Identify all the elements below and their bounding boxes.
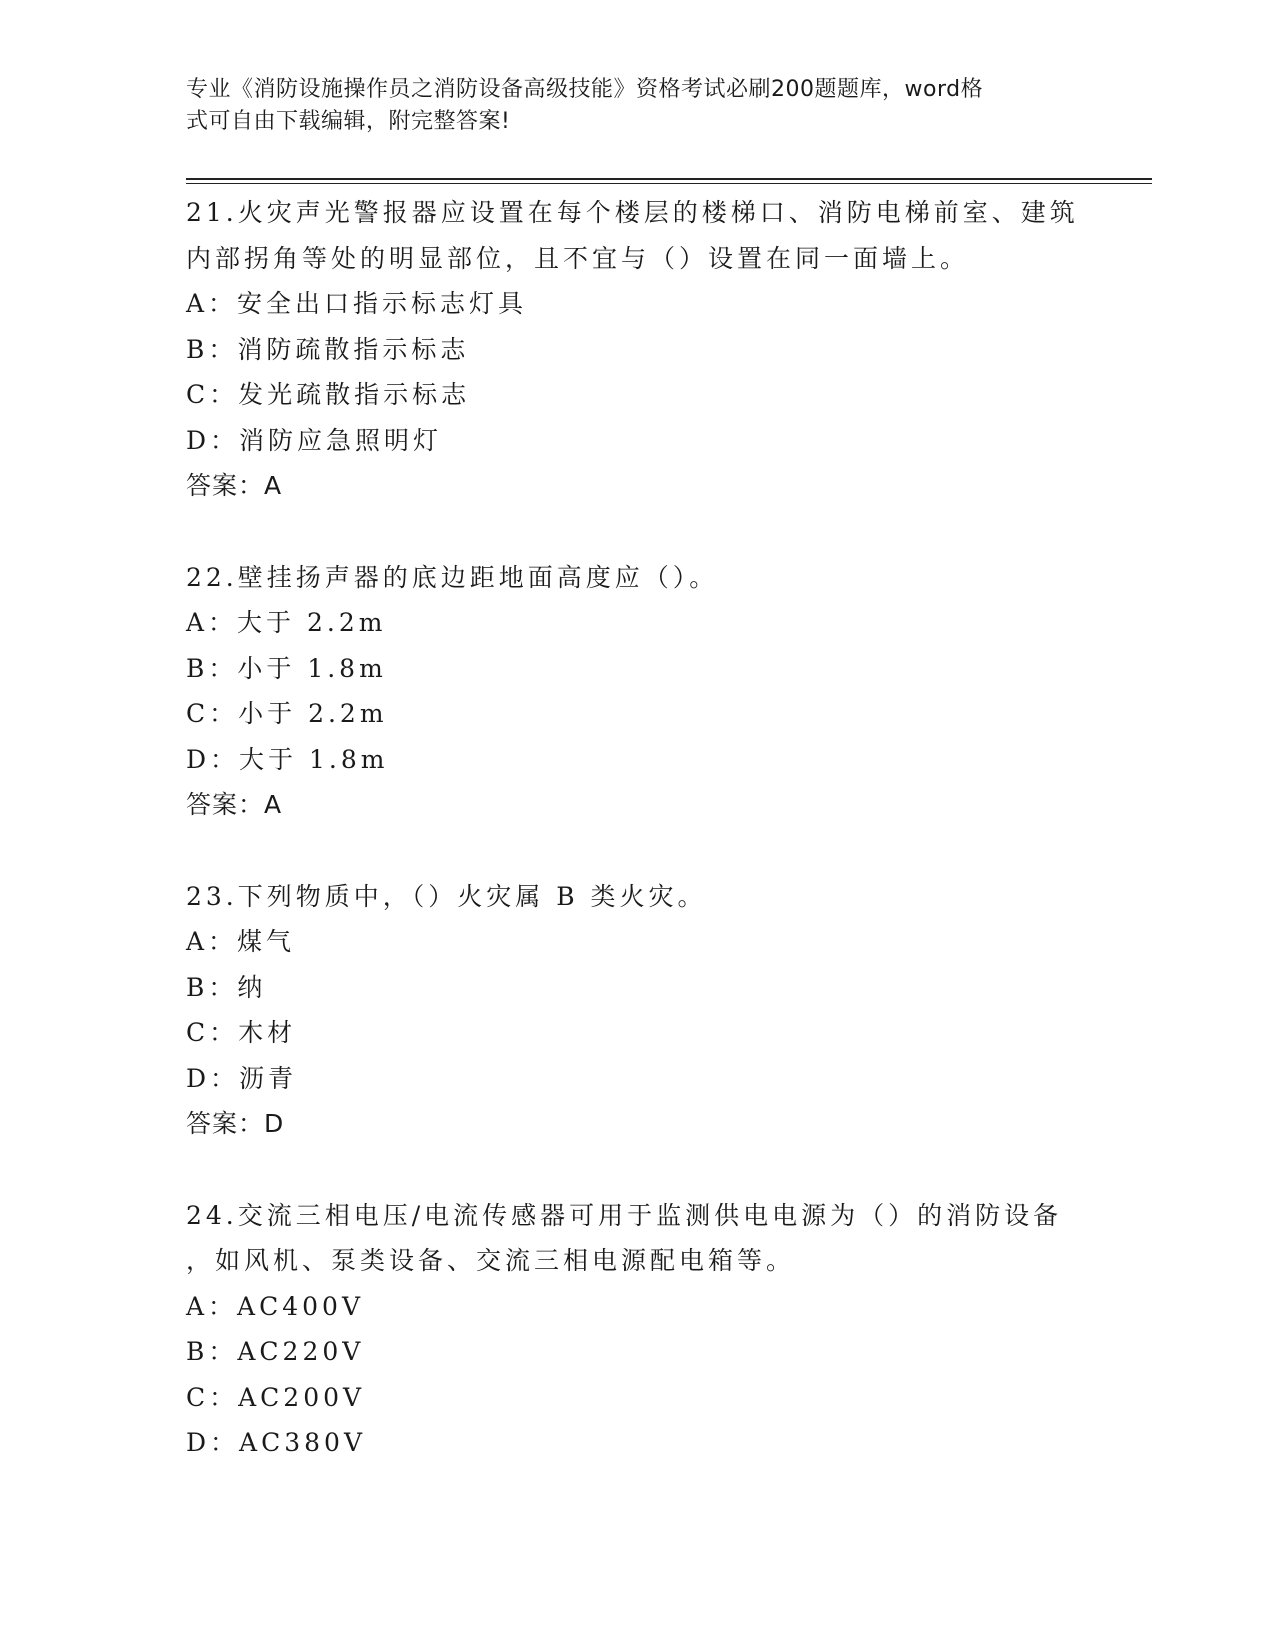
question-23 xyxy=(186,874,1086,1147)
option-c: C：发光疏散指示标志 xyxy=(186,380,471,409)
option-a: A：安全出口指示标志灯具 xyxy=(186,289,528,318)
question-24 xyxy=(186,1193,1086,1466)
option-a: A：大于 2.2m xyxy=(186,608,387,637)
question-21 xyxy=(186,190,1086,509)
option-d: D：AC380V xyxy=(186,1428,366,1457)
option-d: D：消防应急照明灯 xyxy=(186,425,443,455)
option-a: A：AC400V xyxy=(186,1291,365,1321)
header-divider-thick xyxy=(186,178,1152,180)
option-a: A：煤气 xyxy=(186,927,296,956)
option-c: C：AC200V xyxy=(186,1382,366,1412)
option-b: B：AC220V xyxy=(186,1337,365,1366)
option-c: C：木材 xyxy=(186,1018,297,1047)
option-b: B：纳 xyxy=(186,972,267,1002)
answer-line: 答案：A xyxy=(186,790,283,819)
option-b: B：消防疏散指示标志 xyxy=(186,334,470,364)
option-b: B：小于 1.8m xyxy=(186,653,387,683)
option-d: D：沥青 xyxy=(186,1063,298,1093)
document-header xyxy=(186,74,1066,138)
question-stem: 22.壁挂扬声器的底边距地面高度应（）。 xyxy=(186,562,719,592)
question-stem-continued: ，如风机、泵类设备、交流三相电源配电箱等。 xyxy=(186,1246,796,1275)
question-22 xyxy=(186,555,1086,828)
question-stem: 21.火灾声光警报器应设置在每个楼层的楼梯口、消防电梯前室、建筑 xyxy=(186,198,1079,227)
answer-line: 答案：D xyxy=(186,1109,285,1138)
question-stem-continued: 内部拐角等处的明显部位，且不宜与（）设置在同一面墙上。 xyxy=(186,243,970,273)
header-line-2: 式可自由下载编辑，附完整答案! xyxy=(186,109,511,134)
header-line-1: 专业《消防设施操作员之消防设备高级技能》资格考试必刷200题题库，word格 xyxy=(186,77,984,102)
question-stem: 23.下列物质中，（）火灾属 B 类火灾。 xyxy=(186,881,707,911)
option-d: D：大于 1.8m xyxy=(186,744,389,774)
question-stem: 24.交流三相电压/电流传感器可用于监测供电电源为（）的消防设备 xyxy=(186,1200,1063,1230)
answer-line: 答案：A xyxy=(186,471,283,500)
option-c: C：小于 2.2m xyxy=(186,699,388,728)
question-list xyxy=(186,190,1086,1512)
header-divider-thin xyxy=(186,183,1152,184)
